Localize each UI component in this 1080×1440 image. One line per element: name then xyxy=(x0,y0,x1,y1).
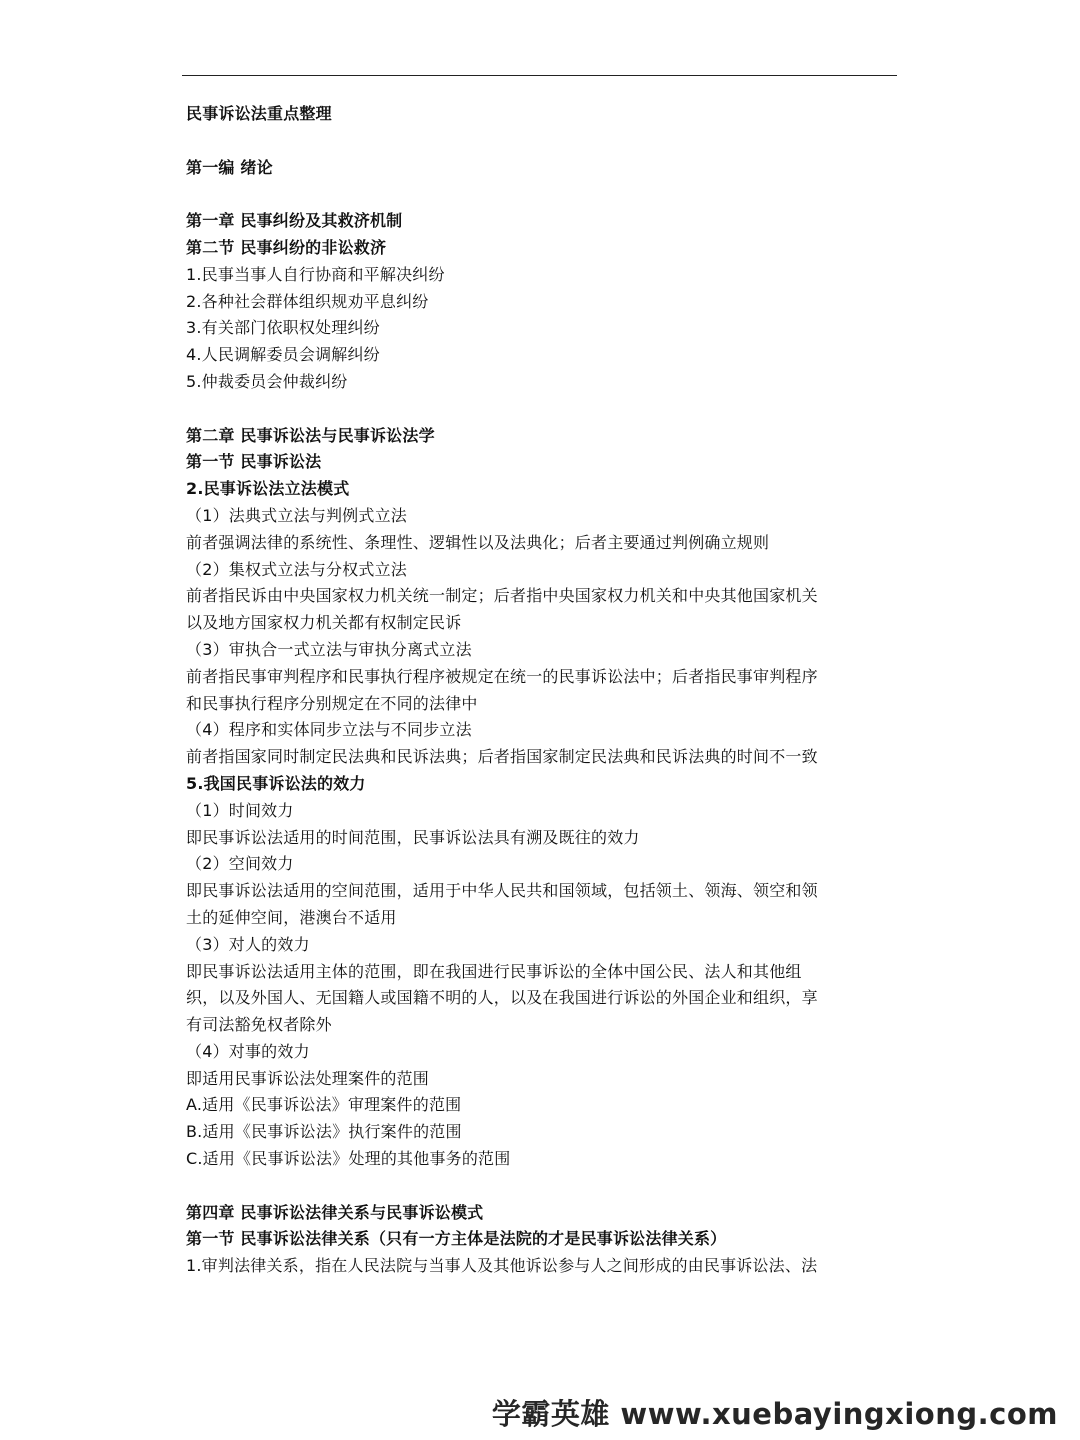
spacer xyxy=(186,1173,901,1200)
text-line: 即民事诉讼法适用的空间范围，适用于中华人民共和国领域，包括领土、领海、领空和领 xyxy=(186,881,818,901)
spacer xyxy=(186,128,901,155)
text-line: 和民事执行程序分别规定在不同的法律中 xyxy=(186,693,478,713)
list-item: A.适用《民事诉讼法》审理案件的范围 xyxy=(186,1095,462,1115)
header-rule xyxy=(182,75,897,76)
text-line: （2）集权式立法与分权式立法 xyxy=(186,559,407,579)
text-line: 即民事诉讼法适用的时间范围，民事诉讼法具有溯及既往的效力 xyxy=(186,827,640,847)
text-line: （3）对人的效力 xyxy=(186,934,310,954)
text-line: 即民事诉讼法适用主体的范围，即在我国进行民事诉讼的全体中国公民、法人和其他组 xyxy=(186,961,802,981)
chapter-2-heading: 第二章 民事诉讼法与民事诉讼法学 xyxy=(186,425,435,445)
chapter-2-section-1-heading: 第一节 民事诉讼法 xyxy=(186,452,322,472)
list-item: 3.有关部门依职权处理纠纷 xyxy=(186,318,380,338)
text-line: 有司法豁免权者除外 xyxy=(186,1015,332,1035)
text-line: （1）法典式立法与判例式立法 xyxy=(186,505,407,525)
text-line: 即适用民事诉讼法处理案件的范围 xyxy=(186,1068,430,1088)
watermark: 学霸英雄 www.xuebayingxiong.com xyxy=(491,1397,1058,1431)
text-line: 前者指国家同时制定民法典和民诉法典；后者指国家制定民法典和民诉法典的时间不一致 xyxy=(186,747,818,767)
chapter-4-heading: 第四章 民事诉讼法律关系与民事诉讼模式 xyxy=(186,1202,484,1222)
chapter-4-section-1-heading: 第一节 民事诉讼法律关系（只有一方主体是法院的才是民事诉讼法律关系） xyxy=(186,1229,727,1249)
document-body xyxy=(186,101,901,1280)
list-item: 1.民事当事人自行协商和平解决纠纷 xyxy=(186,264,445,284)
list-item: 4.人民调解委员会调解纠纷 xyxy=(186,345,380,365)
text-line: 1.审判法律关系，指在人民法院与当事人及其他诉讼参与人之间形成的由民事诉讼法、法 xyxy=(186,1256,818,1276)
point-2-heading: 2.民事诉讼法立法模式 xyxy=(186,479,350,499)
list-item: B.适用《民事诉讼法》执行案件的范围 xyxy=(186,1122,462,1142)
text-line: （4）程序和实体同步立法与不同步立法 xyxy=(186,720,472,740)
text-line: （3）审执合一式立法与审执分离式立法 xyxy=(186,639,472,659)
text-line: 织，以及外国人、无国籍人或国籍不明的人，以及在我国进行诉讼的外国企业和组织，享 xyxy=(186,988,818,1008)
text-line: （2）空间效力 xyxy=(186,854,294,874)
text-line: （4）对事的效力 xyxy=(186,1041,310,1061)
point-5-heading: 5.我国民事诉讼法的效力 xyxy=(186,773,366,793)
text-line: 以及地方国家权力机关都有权制定民诉 xyxy=(186,613,462,633)
chapter-1-heading: 第一章 民事纠纷及其救济机制 xyxy=(186,211,403,231)
part-heading: 第一编 绪论 xyxy=(186,157,273,177)
list-item: 5.仲裁委员会仲裁纠纷 xyxy=(186,371,348,391)
list-item: C.适用《民事诉讼法》处理的其他事务的范围 xyxy=(186,1149,511,1169)
text-line: 前者指民诉由中央国家权力机关统一制定；后者指中央国家权力机关和中央其他国家机关 xyxy=(186,586,818,606)
text-line: （1）时间效力 xyxy=(186,800,294,820)
document-title: 民事诉讼法重点整理 xyxy=(186,104,332,123)
chapter-1-section-2-heading: 第二节 民事纠纷的非讼救济 xyxy=(186,237,387,257)
spacer xyxy=(186,181,901,208)
spacer xyxy=(186,396,901,423)
text-line: 前者指民事审判程序和民事执行程序被规定在统一的民事诉讼法中；后者指民事审判程序 xyxy=(186,666,818,686)
list-item: 2.各种社会群体组织规劝平息纠纷 xyxy=(186,291,429,311)
text-line: 前者强调法律的系统性、条理性、逻辑性以及法典化；后者主要通过判例确立规则 xyxy=(186,532,770,552)
text-line: 土的延伸空间，港澳台不适用 xyxy=(186,907,397,927)
